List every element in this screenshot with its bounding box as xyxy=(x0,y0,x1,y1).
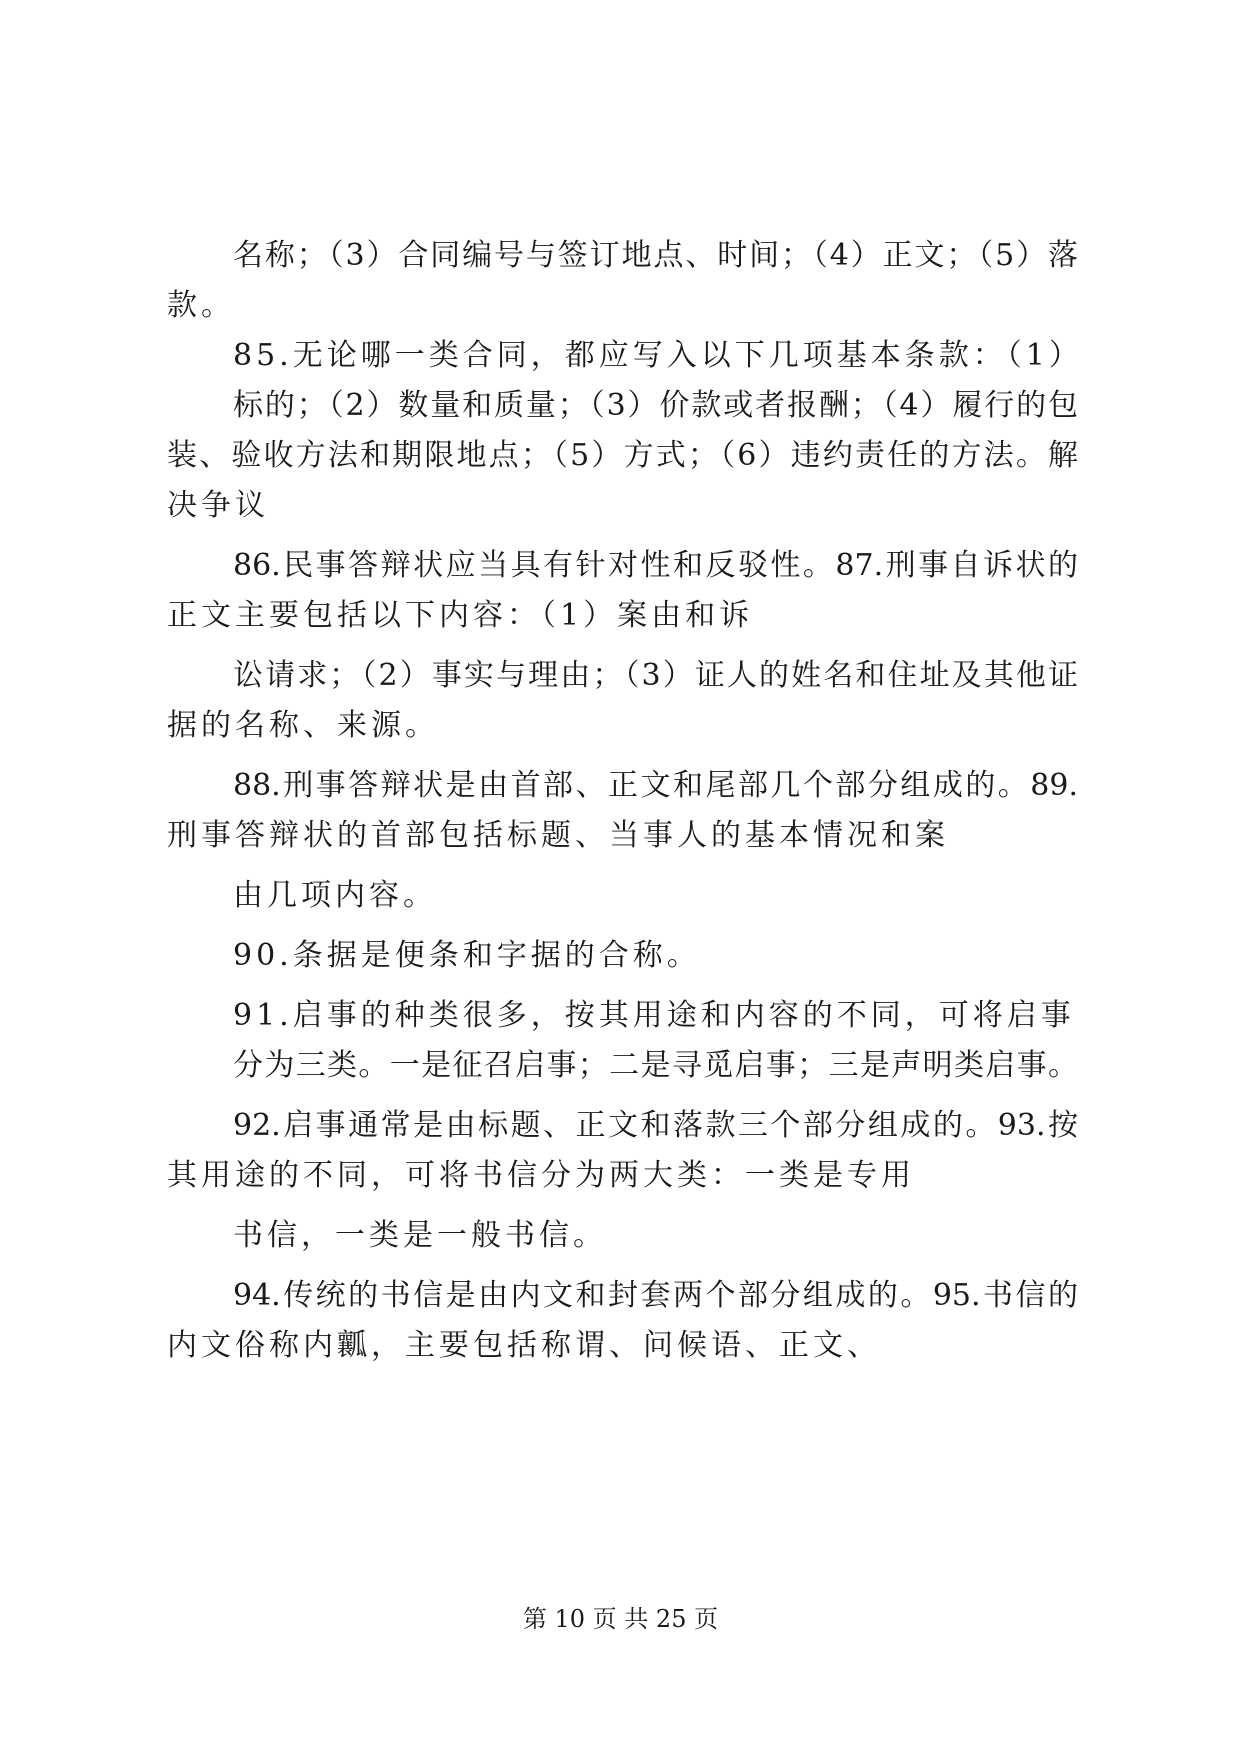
page-number: 第 10 页 共 25 页 xyxy=(522,1605,719,1633)
text-line: 正文主要包括以下内容：（1）案由和诉 xyxy=(167,598,754,633)
text-line: 88.刑事答辩状是由首部、正文和尾部几个部分组成的。89. xyxy=(233,768,1078,803)
text-line: 据的名称、来源。 xyxy=(167,708,439,743)
text-line: 标的；（2）数量和质量；（3）价款或者报酬；（4）履行的包 xyxy=(233,388,1078,423)
text-line: 由几项内容。 xyxy=(233,878,437,913)
text-line: 85.无论哪一类合同，都应写入以下几项基本条款：（1） xyxy=(233,338,1083,373)
text-line: 款。 xyxy=(167,288,235,323)
text-line: 刑事答辩状的首部包括标题、当事人的基本情况和案 xyxy=(167,818,949,853)
text-line: 书信，一类是一般书信。 xyxy=(233,1218,607,1253)
text-line: 92.启事通常是由标题、正文和落款三个部分组成的。93.按 xyxy=(233,1108,1078,1143)
text-line: 讼请求；（2）事实与理由；（3）证人的姓名和住址及其他证 xyxy=(233,658,1078,693)
text-line: 91.启事的种类很多，按其用途和内容的不同，可将启事 xyxy=(233,998,1075,1033)
text-line: 90.条据是便条和字据的合称。 xyxy=(233,938,701,973)
text-line: 86.民事答辩状应当具有针对性和反驳性。87.刑事自诉状的 xyxy=(233,548,1078,583)
text-line: 名称；（3）合同编号与签订地点、时间；（4）正文；（5）落 xyxy=(233,238,1078,273)
text-line: 装、验收方法和期限地点；（5）方式；（6）违约责任的方法。解 xyxy=(167,438,1078,473)
text-line: 其用途的不同，可将书信分为两大类：一类是专用 xyxy=(167,1158,915,1193)
text-line: 94.传统的书信是由内文和封套两个部分组成的。95.书信的 xyxy=(233,1278,1078,1313)
text-line: 分为三类。一是征召启事；二是寻觅启事；三是声明类启事。 xyxy=(233,1048,1078,1083)
text-line: 内文俗称内瓤，主要包括称谓、问候语、正文、 xyxy=(167,1328,881,1363)
text-line: 决争议 xyxy=(167,488,269,523)
